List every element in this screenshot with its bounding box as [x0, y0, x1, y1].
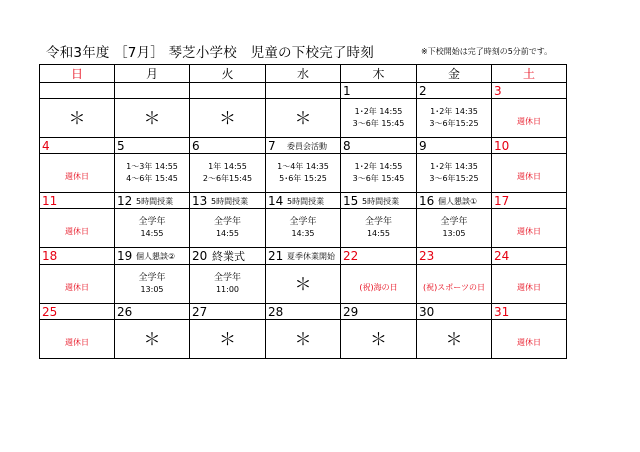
- time-cell: [115, 265, 190, 304]
- date-cell: [115, 304, 190, 320]
- date-cell: [266, 83, 341, 99]
- day-number: 31: [494, 304, 510, 319]
- time-row: [40, 99, 567, 138]
- weekday-fri: 金: [417, 65, 492, 83]
- dismissal-time-line-2: 3～6年 15:45: [352, 119, 405, 128]
- no-school-asterisk: ＊: [68, 108, 86, 129]
- date-row: [40, 304, 567, 320]
- no-school-asterisk: ＊: [294, 329, 312, 350]
- no-school-asterisk: ＊: [370, 329, 387, 350]
- time-cell: [341, 265, 417, 304]
- dismissal-time-line-2: 3～6年15:25: [429, 119, 479, 128]
- date-cell: [40, 138, 115, 154]
- dismissal-time-line-1: 全学年: [138, 217, 166, 227]
- dismissal-time-line-2: 5･6年 15:25: [279, 174, 327, 183]
- day-number: 29: [343, 304, 359, 319]
- time-cell: [417, 320, 492, 359]
- day-number: 14: [268, 193, 284, 208]
- dismissal-time-line-2: 14:55: [366, 229, 391, 238]
- date-cell: [115, 193, 190, 209]
- date-cell: [417, 83, 492, 99]
- date-cell: [40, 304, 115, 320]
- date-cell: [417, 193, 492, 209]
- time-cell: [40, 209, 115, 248]
- dismissal-time-line-1: 全学年: [213, 273, 241, 283]
- date-cell: [190, 248, 266, 265]
- date-cell: [492, 138, 567, 154]
- day-number: 15: [343, 193, 359, 208]
- time-cell: [190, 99, 266, 138]
- time-cell: [417, 265, 492, 304]
- date-cell: [492, 248, 567, 265]
- date-row: [40, 248, 567, 265]
- time-row: [40, 209, 567, 248]
- time-row: [40, 154, 567, 193]
- dismissal-time-line-2: 4～6年 15:45: [126, 174, 178, 183]
- holiday-label: (祝)海の日: [359, 282, 398, 292]
- date-cell: [341, 304, 417, 320]
- date-row: [40, 193, 567, 209]
- dismissal-time-line-1: 全学年: [364, 217, 392, 227]
- day-number: 25: [42, 304, 58, 319]
- time-cell: [266, 320, 341, 359]
- day-event-label: 終業式: [212, 250, 245, 263]
- date-cell: [341, 248, 417, 265]
- time-cell: [266, 154, 341, 193]
- day-number: 17: [494, 193, 510, 208]
- time-cell: [190, 265, 266, 304]
- dismissal-time-line-2: 14:55: [215, 229, 240, 238]
- day-number: 16: [419, 193, 435, 208]
- day-number: 28: [268, 304, 284, 319]
- date-cell: [266, 248, 341, 265]
- no-school-asterisk: ＊: [143, 108, 161, 129]
- date-cell: [417, 304, 492, 320]
- time-cell: [115, 154, 190, 193]
- date-cell: [266, 193, 341, 209]
- page-title: 令和3年度 ［7月］ 琴芝小学校 児童の下校完了時刻: [46, 45, 374, 61]
- weekday-tue: 火: [190, 65, 266, 83]
- time-cell: [115, 209, 190, 248]
- weekday-sat: 土: [492, 65, 567, 83]
- holiday-label: 週休日: [65, 337, 89, 347]
- day-number: 6: [192, 138, 200, 153]
- date-cell: [266, 138, 341, 154]
- day-event-label: 5時間授業: [211, 196, 249, 206]
- day-number: 5: [117, 138, 125, 153]
- date-cell: [341, 138, 417, 154]
- day-event-label: 個人懇談①: [438, 196, 478, 206]
- time-cell: [190, 209, 266, 248]
- dismissal-time-line-1: 1･2年 14:55: [354, 162, 403, 171]
- holiday-label: 週休日: [517, 226, 541, 236]
- time-cell: [115, 320, 190, 359]
- time-row: [40, 265, 567, 304]
- date-cell: [341, 83, 417, 99]
- dismissal-time-line-2: 11:00: [215, 285, 240, 294]
- time-cell: [40, 99, 115, 138]
- day-number: 1: [343, 83, 351, 98]
- time-cell: [341, 320, 417, 359]
- day-number: 21: [268, 249, 284, 263]
- no-school-asterisk: ＊: [219, 329, 236, 350]
- dismissal-time-line-1: 1～4年 14:35: [277, 162, 329, 171]
- dismissal-time-line-1: 1～3年 14:55: [126, 162, 178, 171]
- dismissal-time-line-1: 全学年: [289, 217, 317, 227]
- dismissal-time-line-2: 14:35: [291, 229, 315, 238]
- date-cell: [115, 138, 190, 154]
- time-cell: [492, 209, 567, 248]
- july-calendar: [39, 64, 567, 359]
- date-row: [40, 138, 567, 154]
- time-cell: [266, 99, 341, 138]
- day-number: 24: [494, 249, 510, 263]
- time-cell: [40, 265, 115, 304]
- day-event-label: 5時間授業: [136, 196, 174, 206]
- time-cell: [417, 209, 492, 248]
- no-school-asterisk: ＊: [143, 329, 161, 350]
- date-cell: [492, 83, 567, 99]
- dismissal-time-line-2: 13:05: [140, 285, 164, 294]
- no-school-asterisk: ＊: [445, 329, 463, 350]
- holiday-label: 週休日: [517, 171, 541, 181]
- dismissal-time-line-1: 全学年: [138, 273, 166, 283]
- time-cell: [40, 320, 115, 359]
- date-cell: [115, 248, 190, 265]
- day-number: 27: [192, 304, 208, 319]
- time-cell: [190, 154, 266, 193]
- no-school-asterisk: ＊: [294, 108, 312, 129]
- holiday-label: (祝)スポーツの日: [423, 282, 485, 292]
- no-school-asterisk: ＊: [219, 108, 236, 129]
- day-number: 30: [419, 304, 435, 319]
- time-cell: [341, 154, 417, 193]
- weekday-mon: 月: [115, 65, 190, 83]
- holiday-label: 週休日: [517, 337, 541, 347]
- date-row: [40, 83, 567, 99]
- dismissal-time-line-2: 2～6年15:45: [202, 174, 253, 183]
- dismissal-time-line-1: 1･2年 14:35: [430, 107, 478, 116]
- dismissal-time-line-1: 1･2年 14:35: [430, 162, 478, 171]
- time-cell: [492, 265, 567, 304]
- day-number: 3: [494, 83, 502, 98]
- date-cell: [40, 193, 115, 209]
- dismissal-time-line-2: 3～6年15:25: [429, 174, 479, 183]
- day-number: 20: [192, 249, 208, 263]
- date-cell: [492, 193, 567, 209]
- date-cell: [190, 193, 266, 209]
- time-cell: [266, 209, 341, 248]
- dismissal-note: ※下校開始は完了時刻の5分前です。: [421, 47, 553, 56]
- day-number: 2: [419, 83, 427, 98]
- day-event-label: 5時間授業: [362, 196, 400, 206]
- day-event-label: 委員会活動: [287, 141, 327, 151]
- dismissal-time-line-2: 14:55: [140, 229, 164, 238]
- no-school-asterisk: ＊: [294, 274, 312, 295]
- holiday-label: 週休日: [65, 171, 89, 181]
- date-cell: [341, 193, 417, 209]
- day-number: 13: [192, 193, 208, 208]
- date-cell: [40, 83, 115, 99]
- date-cell: [40, 248, 115, 265]
- time-cell: [266, 265, 341, 304]
- day-number: 26: [117, 304, 133, 319]
- day-event-label: 個人懇談②: [136, 252, 176, 261]
- time-cell: [341, 99, 417, 138]
- time-cell: [115, 99, 190, 138]
- day-number: 12: [117, 193, 133, 208]
- weekday-thu: 木: [341, 65, 417, 83]
- date-cell: [115, 83, 190, 99]
- time-cell: [341, 209, 417, 248]
- time-cell: [492, 99, 567, 138]
- dismissal-time-line-2: 13:05: [442, 229, 466, 238]
- date-cell: [417, 138, 492, 154]
- dismissal-time-line-2: 3～6年 15:45: [352, 174, 405, 183]
- date-cell: [190, 304, 266, 320]
- time-cell: [40, 154, 115, 193]
- time-cell: [417, 154, 492, 193]
- date-cell: [190, 138, 266, 154]
- dismissal-time-line-1: 全学年: [213, 217, 241, 227]
- time-row: [40, 320, 567, 359]
- day-event-label: 5時間授業: [287, 196, 325, 206]
- dismissal-time-line-1: 1･2年 14:55: [354, 107, 403, 116]
- dismissal-time-line-1: 1年 14:55: [208, 162, 247, 171]
- day-number: 7: [268, 138, 276, 153]
- day-number: 18: [42, 249, 58, 263]
- date-cell: [266, 304, 341, 320]
- day-event-label: 夏季休業開始: [287, 252, 335, 261]
- day-number: 23: [419, 249, 435, 263]
- day-number: 19: [117, 249, 133, 263]
- date-cell: [417, 248, 492, 265]
- day-number: 4: [42, 138, 50, 153]
- holiday-label: 週休日: [517, 282, 541, 292]
- day-number: 11: [42, 193, 58, 208]
- time-cell: [492, 320, 567, 359]
- day-number: 8: [343, 138, 351, 153]
- day-number: 9: [419, 138, 427, 153]
- holiday-label: 週休日: [65, 282, 89, 292]
- time-cell: [492, 154, 567, 193]
- time-cell: [190, 320, 266, 359]
- holiday-label: 週休日: [65, 226, 89, 236]
- time-cell: [417, 99, 492, 138]
- day-number: 10: [494, 138, 510, 153]
- day-number: 22: [343, 249, 359, 263]
- weekday-header-row: [40, 65, 567, 83]
- weekday-wed: 水: [266, 65, 341, 83]
- date-cell: [492, 304, 567, 320]
- holiday-label: 週休日: [517, 116, 541, 126]
- dismissal-time-line-1: 全学年: [440, 217, 468, 227]
- date-cell: [190, 83, 266, 99]
- weekday-sun: 日: [40, 65, 115, 83]
